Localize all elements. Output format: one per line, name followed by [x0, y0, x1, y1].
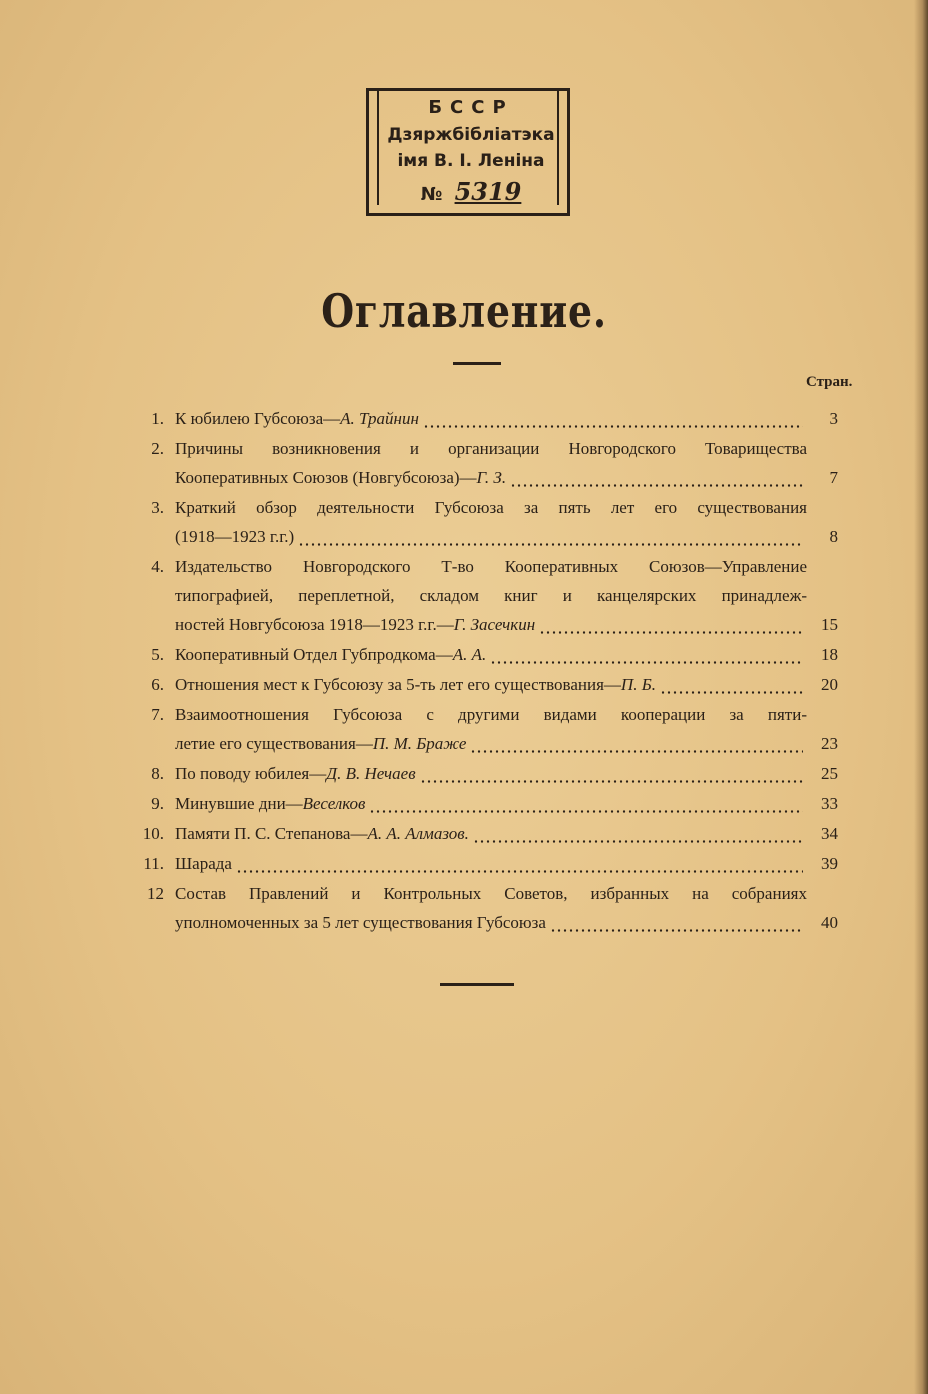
toc-entry-number: 1. — [151, 409, 164, 428]
toc-entry-title — [175, 819, 807, 848]
toc-entry-page-number: 33 — [821, 794, 838, 813]
stamp-number-prefix: № — [420, 184, 443, 205]
toc-entry-author: Г. З. — [476, 468, 507, 487]
toc-entry-title — [175, 404, 807, 433]
toc-entry-text-main: летие его существования— — [175, 734, 373, 753]
toc-entry-text — [175, 522, 294, 551]
toc-entry-line: типографией, переплетной, складом книг и канцелярских принадлеж- — [175, 586, 807, 605]
toc-entry-author: Г. Засечкин — [453, 615, 536, 634]
closing-rule — [440, 983, 514, 986]
toc-entry-page-number: 40 — [821, 913, 838, 932]
toc-leader-dots — [490, 640, 803, 669]
toc-leader-dots — [470, 729, 803, 758]
toc-entry-text — [175, 729, 466, 758]
toc-entry-text — [175, 640, 486, 669]
toc-entry-author: Д. В. Нечаев — [326, 764, 416, 783]
toc-entry-page-number: 34 — [821, 824, 838, 843]
toc-entry-number: 2. — [151, 439, 164, 458]
toc-leader-dots — [236, 849, 803, 878]
stamp-line-2: Дзяржбiблiатэка — [387, 125, 555, 145]
toc-leader-dots — [550, 908, 803, 937]
toc-leader-dots — [660, 670, 803, 699]
toc-entry-title — [175, 670, 807, 699]
toc-entry-page-number: 23 — [821, 734, 838, 753]
toc-entry-text-main: ностей Новгубсоюза 1918—1923 г.г.— — [175, 615, 454, 634]
toc-leader-dots — [539, 610, 803, 639]
toc-entry-number: 7. — [151, 705, 164, 724]
toc-leader-dots — [423, 404, 803, 433]
toc-entry-number: 5. — [151, 645, 164, 664]
toc-entry-page-number: 20 — [821, 675, 838, 694]
toc-entry-title — [175, 434, 807, 492]
toc-entry-page-number: 3 — [829, 409, 838, 428]
toc-entry-text — [175, 849, 232, 878]
toc-entry-title — [175, 789, 807, 818]
toc-entry-title — [175, 879, 807, 937]
toc-entry-last-line — [175, 463, 807, 492]
toc-entry-author: П. Б. — [620, 675, 656, 694]
toc-entry-page-number: 7 — [829, 468, 838, 487]
toc-leader-dots — [420, 759, 803, 788]
toc-entry-title — [175, 700, 807, 758]
toc-entry-author: А. А. — [452, 645, 487, 664]
toc-leader-dots — [510, 463, 803, 492]
toc-entry-text-main: Кооперативный Отдел Губпродкома— — [175, 645, 453, 664]
toc-entry-page-number: 39 — [821, 854, 838, 873]
toc-entry-author: А. Трайнин — [340, 409, 419, 428]
toc-entry-line: Издательство Новгородского Т-во Кооперативных Союзов—Управление — [175, 557, 807, 576]
toc-entry-text — [175, 610, 535, 639]
toc-entry-text — [175, 789, 365, 818]
toc-entry-text-main: Отношения мест к Губсоюзу за 5-ть лет его существования— — [175, 675, 621, 694]
toc-entry-author: П. М. Браже — [372, 734, 467, 753]
toc-entry-number: 11. — [143, 854, 164, 873]
stamp-number: 5319 — [454, 177, 522, 206]
toc-entry-title — [175, 640, 807, 669]
toc-entry-page-number: 18 — [821, 645, 838, 664]
toc-entry-text-main: Минувшие дни— — [175, 794, 303, 813]
toc-entry-text — [175, 819, 469, 848]
toc-entry-last-line — [175, 908, 807, 937]
toc-entry-title — [175, 493, 807, 551]
toc-entry-number: 12 — [147, 884, 164, 903]
toc-entry-number: 9. — [151, 794, 164, 813]
toc-entry-text — [175, 404, 419, 433]
toc-entry-line: Взаимоотношения Губсоюза с другими видами кооперации за пяти- — [175, 705, 807, 724]
toc-entry-text-main: Кооперативных Союзов (Новгубсоюза)— — [175, 468, 477, 487]
page-column-label: Стран. — [806, 374, 853, 390]
toc-entry-text — [175, 908, 546, 937]
toc-entry-text-main: уполномоченных за 5 лет существования Губсоюза — [175, 913, 546, 932]
toc-entry-page-number: 8 — [829, 527, 838, 546]
toc-entry-last-line — [175, 789, 807, 818]
toc-entry-page-number: 25 — [821, 764, 838, 783]
toc-entry-title — [175, 552, 807, 639]
toc-entry-last-line — [175, 640, 807, 669]
toc-leader-dots — [298, 522, 803, 551]
toc-entry-last-line — [175, 404, 807, 433]
toc-entry-last-line — [175, 759, 807, 788]
toc-entry-number: 3. — [151, 498, 164, 517]
toc-leader-dots — [369, 789, 803, 818]
toc-entry-text-main: Шарада — [175, 854, 232, 873]
toc-entry-title — [175, 849, 807, 878]
toc-entry-author: Веселков — [302, 794, 366, 813]
toc-entry-text — [175, 670, 656, 699]
toc-entry-last-line — [175, 522, 807, 551]
stamp-line-4 — [369, 177, 573, 206]
toc-entry-last-line — [175, 729, 807, 758]
toc-entry-author: А. А. Алмазов. — [367, 824, 469, 843]
toc-entry-text-main: К юбилею Губсоюза— — [175, 409, 341, 428]
toc-entry-last-line — [175, 849, 807, 878]
toc-entry-last-line — [175, 670, 807, 699]
toc-leader-dots — [473, 819, 803, 848]
page-title: Оглавление. — [321, 284, 607, 338]
stamp-line-1: БССР — [428, 97, 514, 118]
toc-entry-line: Причины возникновения и организации Новгородского Товарищества — [175, 439, 807, 458]
toc-entry-text-main: (1918—1923 г.г.) — [175, 527, 295, 546]
toc-entry-last-line — [175, 610, 807, 639]
toc-entry-line: Состав Правлений и Контрольных Советов, избранных на собраниях — [175, 884, 807, 903]
toc-entry-text-main: Памяти П. С. Степанова— — [175, 824, 368, 843]
toc-entry-number: 4. — [151, 557, 164, 576]
library-stamp — [366, 88, 570, 216]
page-edge-shadow — [914, 0, 928, 1394]
toc-entry-number: 8. — [151, 764, 164, 783]
stamp-line-3: iмя В. I. Ленiна — [397, 151, 545, 171]
toc-entry-last-line — [175, 819, 807, 848]
toc-entry-number: 10. — [142, 824, 164, 843]
toc-entry-text — [175, 759, 416, 788]
toc-entry-line: Краткий обзор деятельности Губсоюза за пять лет его существования — [175, 498, 807, 517]
toc-entry-title — [175, 759, 807, 788]
toc-entry-number: 6. — [151, 675, 164, 694]
title-rule — [453, 362, 501, 365]
toc-entry-text — [175, 463, 506, 492]
toc-entry-text-main: По поводу юбилея— — [175, 764, 327, 783]
toc-entry-page-number: 15 — [821, 615, 838, 634]
